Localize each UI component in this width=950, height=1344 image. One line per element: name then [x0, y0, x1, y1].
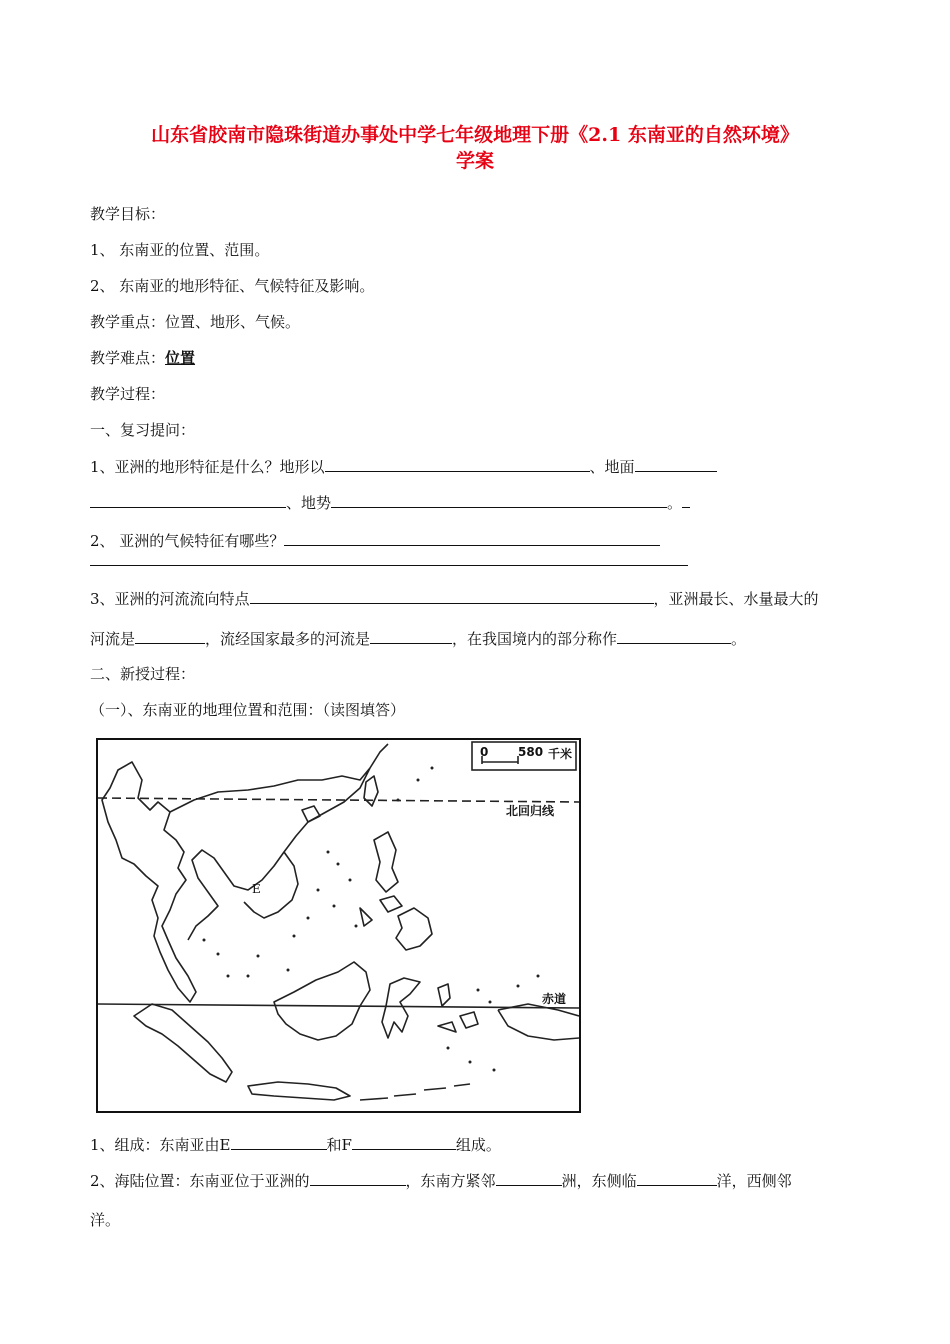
review-question-1-cont [90, 492, 690, 513]
review-q3-blank-3[interactable] [370, 628, 452, 644]
question-2 [90, 1170, 792, 1191]
equator-line [98, 1004, 579, 1008]
review-q1-text-b: 、地面 [589, 458, 635, 476]
question-2-cont: 洋。 [90, 1211, 121, 1229]
difficulty-value: 位置 [165, 349, 196, 367]
review-q1-blank-2[interactable] [635, 456, 717, 472]
objective-item-2: 2、 东南亚的地形特征、气候特征及影响。 [90, 277, 375, 295]
process-heading: 教学过程： [90, 385, 166, 403]
borneo-island [274, 962, 370, 1040]
tropic-label: 北回归线 [506, 804, 555, 818]
review-question-1 [90, 456, 717, 477]
review-q3-text-c: 河流是 [90, 630, 136, 648]
question-1 [90, 1134, 501, 1155]
title-line-2: 学案 [455, 150, 494, 172]
new-guinea-island [498, 1004, 579, 1040]
luzon-island [374, 832, 398, 892]
review-q1-blank-1[interactable] [325, 456, 590, 472]
q1-text-c: 组成。 [455, 1136, 501, 1154]
key-points [90, 312, 300, 332]
difficulty-label: 教学难点： [90, 349, 166, 367]
review-q1-end: 。 [667, 494, 683, 512]
difficulty [90, 348, 195, 368]
review-q1-text-c: 、地势 [286, 494, 332, 512]
review-question-2 [90, 530, 660, 551]
q2-blank-3[interactable] [637, 1170, 717, 1186]
taiwan-island [364, 776, 378, 806]
review-q3-blank-2[interactable] [135, 628, 205, 644]
lesser-sunda-islands [360, 1084, 470, 1100]
review-q2-blank-1[interactable] [284, 530, 660, 546]
review-question-2-cont [90, 550, 688, 571]
q1-text-b: 和F [326, 1136, 352, 1154]
maluku-islands [438, 984, 478, 1032]
q1-text-a: 1、组成：东南亚由E [90, 1136, 231, 1154]
q2-text-d: 洋，西侧邻 [716, 1172, 792, 1190]
review-question-3 [90, 588, 819, 609]
q2-text-a: 2、海陆位置：东南亚位于亚洲的 [90, 1172, 310, 1190]
map-drawing [98, 740, 579, 1111]
q2-blank-1[interactable] [310, 1170, 406, 1186]
review-q3-text-b: ，亚洲最长、水量最大的 [653, 590, 819, 608]
review-q3-blank-1[interactable] [250, 588, 654, 604]
key-points-label: 教学重点： [90, 313, 166, 331]
objective-item-1: 1、 东南亚的位置、范围。 [90, 241, 270, 259]
new-lesson-heading: 二、新授过程： [90, 665, 196, 683]
review-q2-blank-2[interactable] [90, 550, 688, 566]
q2-blank-2[interactable] [496, 1170, 562, 1186]
q2-text-b: ，东南方紧邻 [405, 1172, 496, 1190]
review-q3-text-e: ，在我国境内的部分称作 [452, 630, 618, 648]
review-q3-end: 。 [731, 630, 747, 648]
review-q3-text-d: ，流经国家最多的河流是 [205, 630, 371, 648]
review-q1-text-a: 1、亚洲的地形特征是什么？地形以 [90, 458, 325, 476]
java-island [248, 1082, 350, 1100]
point-e-label: E [252, 882, 261, 896]
scale-unit-label: 千米 [548, 747, 573, 761]
title-line-1: 山东省胶南市隐珠街道办事处中学七年级地理下册《2.1 东南亚的自然环境》 [151, 124, 799, 146]
document-title [80, 122, 870, 174]
sumatra-island [134, 1004, 232, 1082]
review-question-3-cont [90, 628, 746, 649]
review-q1-blank-3[interactable] [90, 492, 286, 508]
q1-blank-f[interactable] [352, 1134, 456, 1150]
equator-label: 赤道 [542, 992, 567, 1006]
review-heading: 一、复习提问： [90, 421, 196, 439]
key-points-value: 位置、地形、气候。 [165, 313, 301, 331]
review-q1-tail [682, 492, 690, 508]
southeast-asia-map [96, 738, 581, 1113]
section-1-heading: （一）、东南亚的地理位置和范围：（读图填答） [90, 701, 406, 719]
review-q2-text: 2、 亚洲的气候特征有哪些？ [90, 532, 285, 550]
review-q3-text-a: 3、亚洲的河流流向特点 [90, 590, 250, 608]
review-q1-blank-4[interactable] [331, 492, 667, 508]
scale-zero-label: 0 [480, 745, 489, 759]
sulawesi-island [382, 978, 420, 1038]
q1-blank-e[interactable] [231, 1134, 327, 1150]
scale-value-label: 580 [518, 745, 544, 759]
objectives-heading: 教学目标： [90, 205, 166, 223]
review-q3-blank-4[interactable] [617, 628, 731, 644]
mindanao-island [396, 908, 432, 950]
visayas-islands [360, 896, 402, 926]
q2-text-c: 洲，东侧临 [561, 1172, 637, 1190]
